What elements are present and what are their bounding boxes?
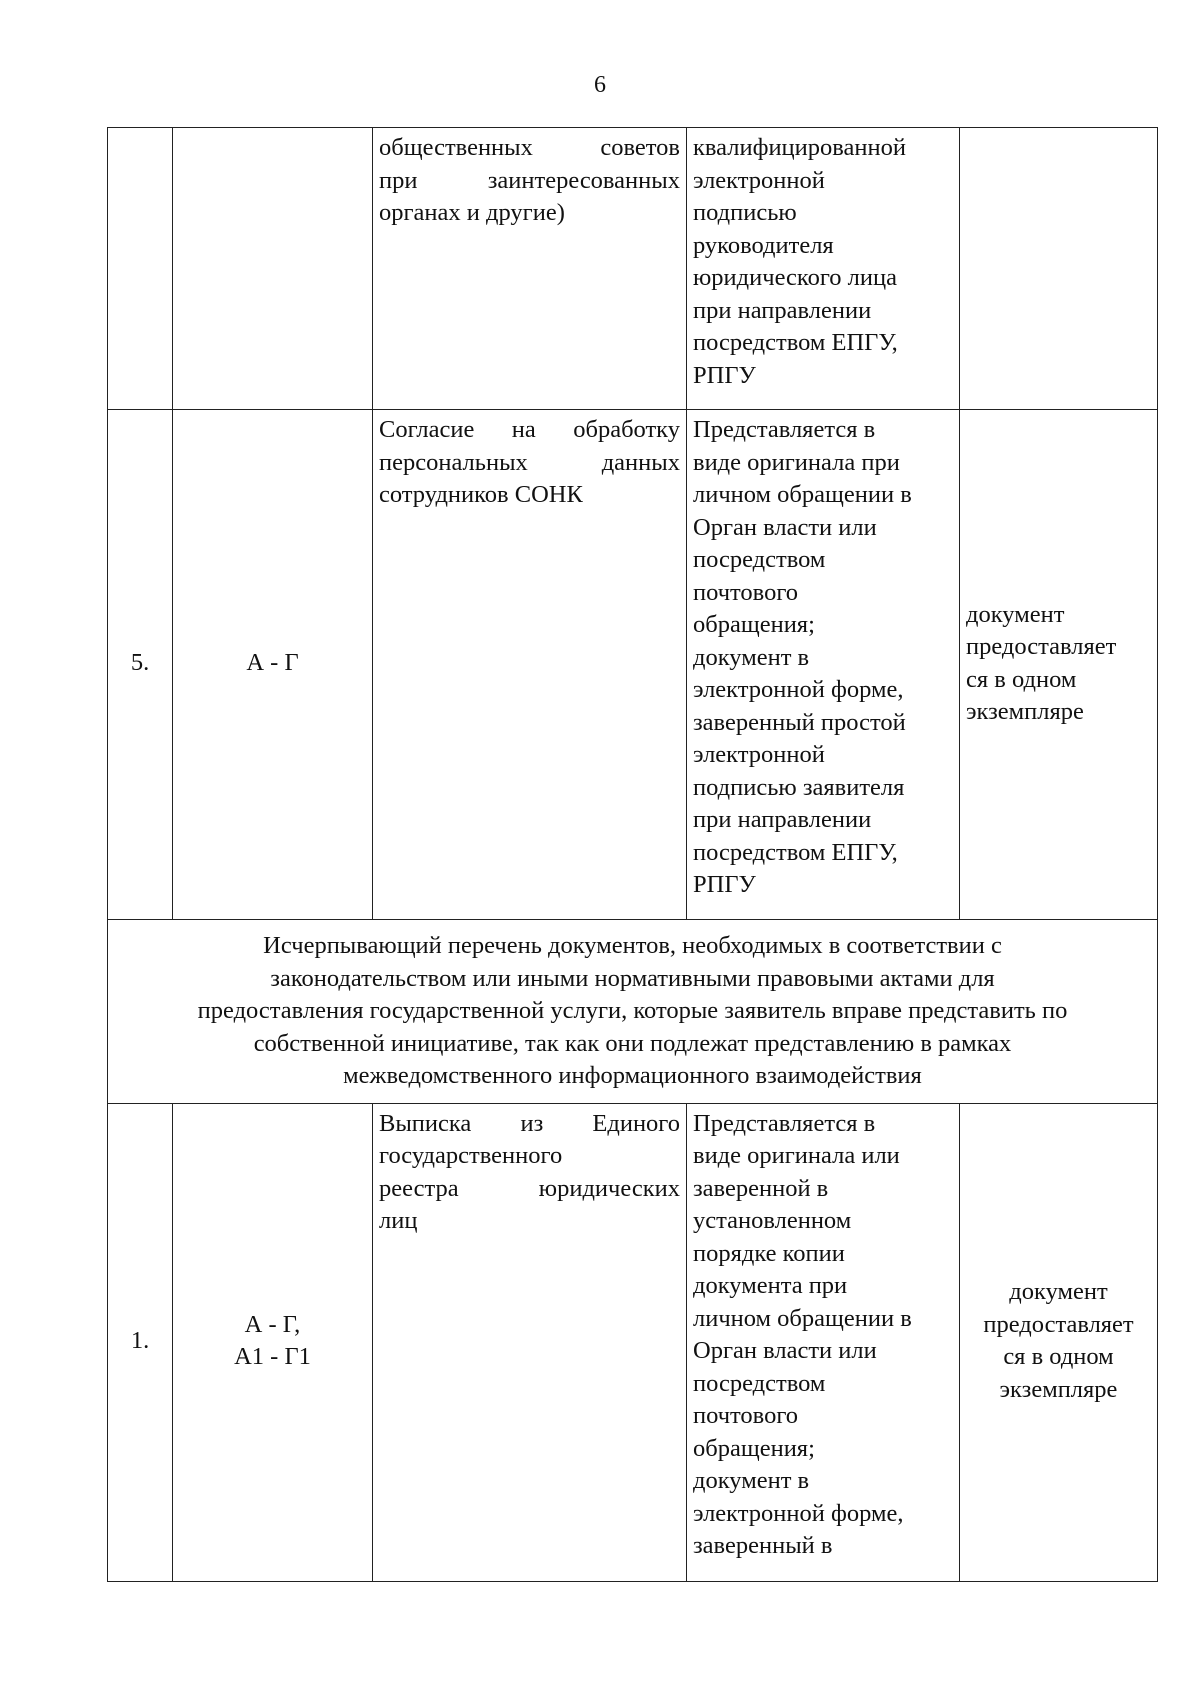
table-row bbox=[108, 128, 1158, 410]
requirements-line: руководителя bbox=[693, 231, 834, 259]
note-line: документ bbox=[966, 600, 1065, 628]
applicant-category-cell: А - Г bbox=[173, 410, 373, 920]
requirements-line: электронной bbox=[693, 166, 825, 194]
document-requirements-cell bbox=[687, 128, 960, 410]
requirements-line: личном обращении в bbox=[693, 481, 912, 508]
requirements-line: РПГУ bbox=[693, 871, 756, 898]
requirements-line: при направлении bbox=[693, 806, 872, 833]
note-cell bbox=[960, 1103, 1158, 1581]
document-name-line: персональных данных bbox=[379, 448, 680, 476]
note-cell bbox=[960, 128, 1158, 410]
document-name-line: Выписка из Единого bbox=[379, 1109, 680, 1137]
requirements-line: юридического лица bbox=[693, 264, 897, 291]
requirements-line: квалифицированной bbox=[693, 134, 906, 161]
document-name-line: реестра юридических bbox=[379, 1174, 680, 1202]
note-line: предоставляет bbox=[966, 633, 1117, 660]
documents-table bbox=[107, 127, 1158, 1582]
document-name-cell bbox=[373, 1103, 687, 1581]
requirements-line: Представляется в bbox=[693, 1109, 876, 1137]
applicant-category-line: А - Г, bbox=[244, 1310, 301, 1338]
applicant-category-line: А1 - Г1 bbox=[234, 1343, 311, 1370]
document-name-line: общественных советов bbox=[379, 134, 680, 161]
requirements-line: почтового bbox=[693, 578, 799, 606]
requirements-line: личном обращении в bbox=[693, 1304, 912, 1332]
requirements-line: Представляется в bbox=[693, 416, 876, 443]
requirements-line: подписью bbox=[693, 199, 797, 226]
requirements-line: при направлении bbox=[693, 296, 872, 324]
requirements-line: виде оригинала или bbox=[693, 1142, 900, 1169]
document-name-line: государственного bbox=[379, 1142, 563, 1169]
requirements-line: заверенный простой bbox=[693, 708, 906, 736]
requirements-line: обращения; bbox=[693, 611, 815, 638]
section-heading-line: предоставления государственной услуги, которые заявитель вправе представить по bbox=[197, 997, 1068, 1024]
requirements-line: заверенной в bbox=[693, 1174, 829, 1202]
section-heading-line: собственной инициативе, так как они подлежат представлению в рамках bbox=[253, 1029, 1012, 1057]
note-line: документ bbox=[1009, 1278, 1108, 1305]
note-line: предоставляет bbox=[983, 1310, 1134, 1338]
document-name-line: органах и другие) bbox=[379, 199, 565, 226]
section-heading-row bbox=[108, 920, 1158, 1104]
requirements-line: посредством bbox=[693, 546, 826, 573]
requirements-line: Орган власти или bbox=[693, 513, 877, 541]
requirements-line: Орган власти или bbox=[693, 1337, 877, 1364]
row-number-cell bbox=[108, 128, 173, 410]
requirements-line: обращения; bbox=[693, 1434, 815, 1462]
section-heading-line: Исчерпывающий перечень документов, необходимых в соответствии с bbox=[263, 932, 1002, 959]
requirements-line: почтового bbox=[693, 1402, 799, 1429]
requirements-line: электронной форме, bbox=[693, 1499, 904, 1527]
requirements-line: документ в bbox=[693, 1467, 810, 1494]
document-name-cell bbox=[373, 128, 687, 410]
requirements-line: порядке копии bbox=[693, 1239, 845, 1267]
document-name-line: лиц bbox=[379, 1207, 418, 1234]
requirements-line: документ в bbox=[693, 643, 810, 671]
note-line: экземпляре bbox=[999, 1375, 1118, 1403]
requirements-line: электронной форме, bbox=[693, 676, 904, 703]
note-line: ся в одном bbox=[966, 665, 1077, 693]
document-name-line: Согласие на обработку bbox=[379, 416, 680, 443]
document-requirements-cell bbox=[687, 1103, 960, 1581]
table-row bbox=[108, 1103, 1158, 1581]
page-number: 6 bbox=[594, 72, 606, 98]
requirements-line: заверенный в bbox=[693, 1532, 833, 1559]
applicant-category-cell bbox=[173, 1103, 373, 1581]
section-heading-line: межведомственного информационного взаимодействия bbox=[343, 1062, 922, 1089]
applicant-category-cell bbox=[173, 128, 373, 410]
row-number-cell: 5. bbox=[108, 410, 173, 920]
requirements-line: виде оригинала при bbox=[693, 448, 900, 476]
document-name-cell bbox=[373, 410, 687, 920]
requirements-line: документа при bbox=[693, 1272, 848, 1299]
section-heading bbox=[108, 920, 1158, 1104]
requirements-line: посредством ЕПГУ, bbox=[693, 329, 898, 356]
note-cell bbox=[960, 410, 1158, 920]
note-line: ся в одном bbox=[1003, 1343, 1114, 1370]
table-row bbox=[108, 410, 1158, 920]
document-name-line: при заинтересованных bbox=[379, 166, 680, 194]
document-name-line: сотрудников СОНК bbox=[379, 481, 583, 508]
requirements-line: посредством ЕПГУ, bbox=[693, 838, 898, 866]
requirements-line: РПГУ bbox=[693, 361, 756, 389]
requirements-line: подписью заявителя bbox=[693, 773, 905, 801]
requirements-line: электронной bbox=[693, 741, 825, 768]
row-number-cell: 1. bbox=[108, 1103, 173, 1581]
section-heading-line: законодательством или иными нормативными правовыми актами для bbox=[270, 964, 995, 992]
note-line: экземпляре bbox=[966, 698, 1084, 725]
requirements-line: посредством bbox=[693, 1369, 826, 1397]
document-requirements-cell bbox=[687, 410, 960, 920]
requirements-line: установленном bbox=[693, 1207, 852, 1234]
